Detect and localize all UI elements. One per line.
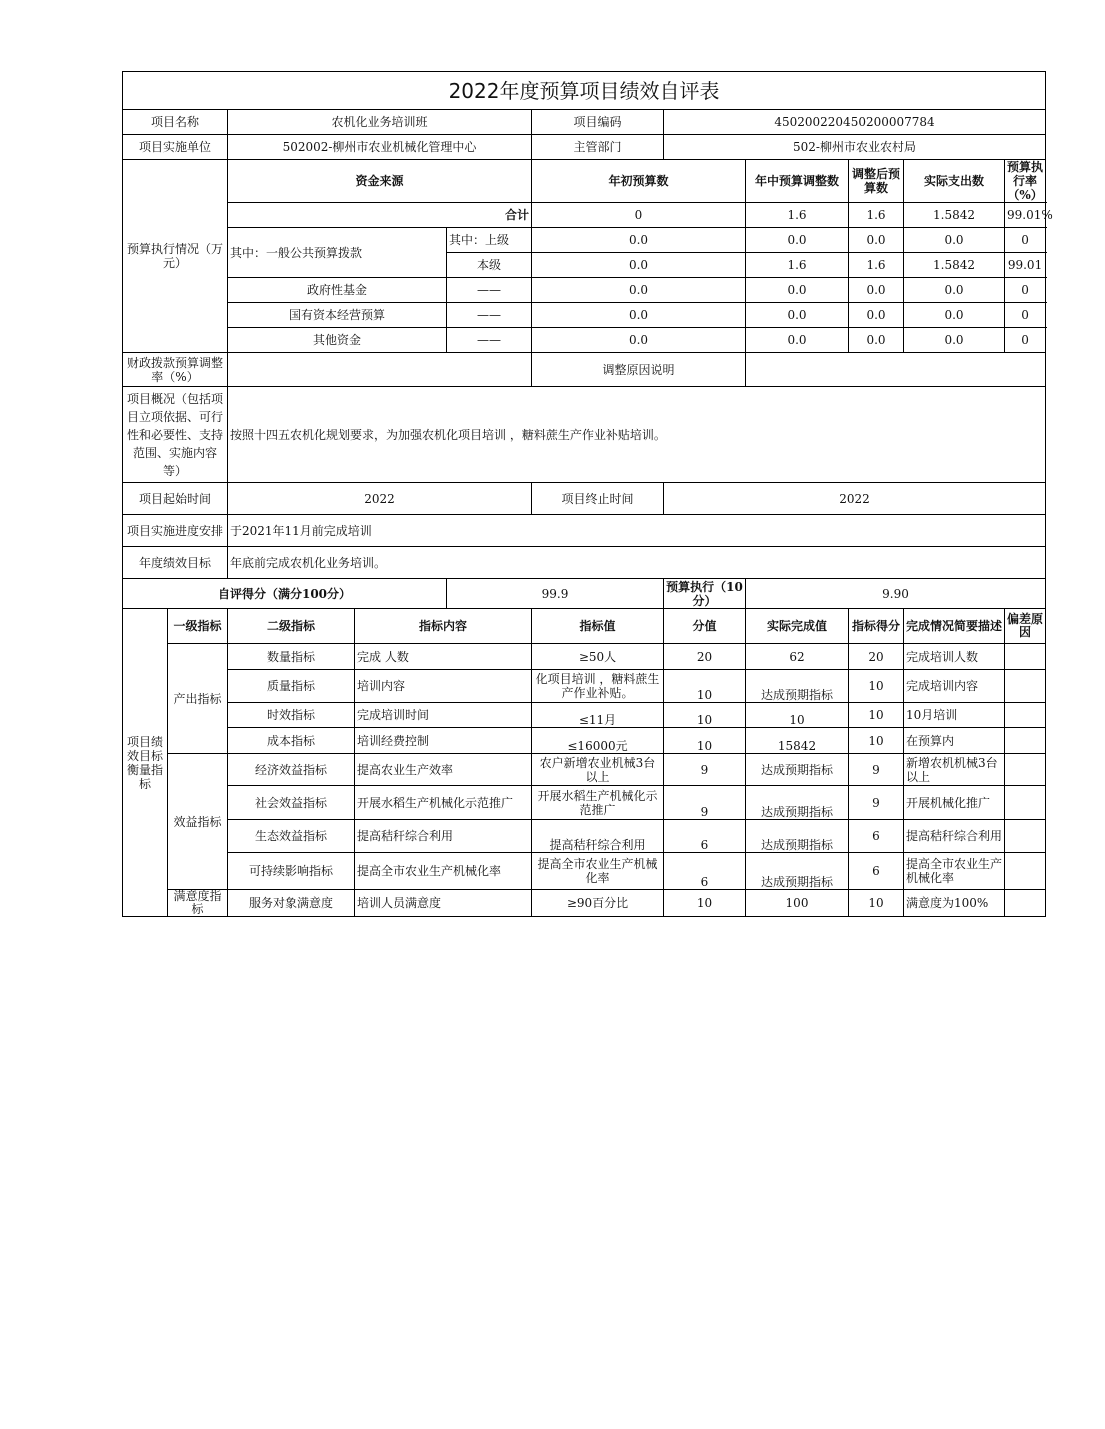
upper-mid: 0.0 <box>746 228 849 253</box>
indicator-target: ≥90百分比 <box>532 890 664 917</box>
indicator-score: 10 <box>849 890 904 917</box>
indicator-actual: 10 <box>746 703 849 728</box>
indicator-actual: 62 <box>746 644 849 670</box>
indicator-level2: 时效指标 <box>228 703 355 728</box>
ind-header-level2: 二级指标 <box>228 609 355 644</box>
header-initial: 年初预算数 <box>532 160 746 203</box>
indicator-desc: 提高秸秆综合利用 <box>904 820 1005 853</box>
ind-header-points: 分值 <box>664 609 746 644</box>
indicator-target: ≥50人 <box>532 644 664 670</box>
indicator-deviation <box>1005 670 1046 703</box>
state-capital-actual: 0.0 <box>904 303 1005 328</box>
gov-fund-label: 政府性基金 <box>228 278 447 303</box>
state-capital-mid: 0.0 <box>746 303 849 328</box>
other-funds-actual: 0.0 <box>904 328 1005 353</box>
state-capital-label: 国有资本经营预算 <box>228 303 447 328</box>
indicator-deviation <box>1005 890 1046 917</box>
page-title: 2022年度预算项目绩效自评表 <box>123 72 1046 110</box>
indicator-content: 提高秸秆综合利用 <box>355 820 532 853</box>
general-budget-label: 其中：一般公共预算拨款 <box>228 228 447 278</box>
gov-fund-rate: 0 <box>1005 278 1046 303</box>
indicator-deviation <box>1005 703 1046 728</box>
indicator-points: 10 <box>664 728 746 754</box>
indicator-actual: 达成预期指标 <box>746 754 849 786</box>
total-rate: 99.01% <box>1005 203 1046 228</box>
indicator-score: 10 <box>849 670 904 703</box>
self-score-value: 99.9 <box>447 579 664 609</box>
indicator-content: 开展水稻生产机械化示范推广 <box>355 786 532 820</box>
gov-fund-mid: 0.0 <box>746 278 849 303</box>
indicator-deviation <box>1005 644 1046 670</box>
indicator-deviation <box>1005 853 1046 890</box>
indicator-actual: 达成预期指标 <box>746 820 849 853</box>
indicator-content: 提高农业生产效率 <box>355 754 532 786</box>
budget-section-label: 预算执行情况（万元） <box>123 160 228 353</box>
indicator-actual: 达成预期指标 <box>746 786 849 820</box>
project-code-label: 项目编码 <box>532 110 664 135</box>
indicator-points: 6 <box>664 820 746 853</box>
indicator-score: 6 <box>849 853 904 890</box>
output-indicator-label: 产出指标 <box>168 644 228 754</box>
start-time-value: 2022 <box>228 483 532 515</box>
other-funds-label: 其他资金 <box>228 328 447 353</box>
indicator-desc: 开展机械化推广 <box>904 786 1005 820</box>
indicator-actual: 达成预期指标 <box>746 670 849 703</box>
other-funds-initial: 0.0 <box>532 328 746 353</box>
dept-value: 502-柳州市农业农村局 <box>664 135 1046 160</box>
indicator-desc: 完成培训人数 <box>904 644 1005 670</box>
indicator-content: 完成培训时间 <box>355 703 532 728</box>
indicator-level2: 社会效益指标 <box>228 786 355 820</box>
indicator-desc: 提高全市农业生产机械化率 <box>904 853 1005 890</box>
total-adjusted: 1.6 <box>849 203 904 228</box>
impl-unit-label: 项目实施单位 <box>123 135 228 160</box>
total-initial: 0 <box>532 203 746 228</box>
indicator-target: ≤11月 <box>532 703 664 728</box>
indicator-level2: 质量指标 <box>228 670 355 703</box>
other-funds-adjusted: 0.0 <box>849 328 904 353</box>
indicator-section-label: 项目绩效目标衡量指标 <box>123 609 168 917</box>
state-capital-rate: 0 <box>1005 303 1046 328</box>
indicator-deviation <box>1005 820 1046 853</box>
indicator-points: 9 <box>664 754 746 786</box>
indicator-points: 9 <box>664 786 746 820</box>
start-time-label: 项目起始时间 <box>123 483 228 515</box>
indicator-score: 6 <box>849 820 904 853</box>
ind-header-score: 指标得分 <box>849 609 904 644</box>
gov-fund-initial: 0.0 <box>532 278 746 303</box>
upper-adjusted: 0.0 <box>849 228 904 253</box>
header-source: 资金来源 <box>228 160 532 203</box>
end-time-value: 2022 <box>664 483 1046 515</box>
header-actual: 实际支出数 <box>904 160 1005 203</box>
adjust-reason-value <box>746 353 1046 387</box>
other-funds-mid: 0.0 <box>746 328 849 353</box>
overview-label: 项目概况（包括项目立项依据、可行性和必要性、支持范围、实施内容等） <box>123 387 228 483</box>
indicator-content: 提高全市农业生产机械化率 <box>355 853 532 890</box>
indicator-actual: 100 <box>746 890 849 917</box>
local-rate: 99.01 <box>1005 253 1046 278</box>
other-funds-dash: —— <box>447 328 532 353</box>
indicator-target: 提高秸秆综合利用 <box>532 820 664 853</box>
annual-goal-label: 年度绩效目标 <box>123 547 228 579</box>
progress-text: 于2021年11月前完成培训 <box>228 515 1046 547</box>
total-mid: 1.6 <box>746 203 849 228</box>
budget-exec-score-value: 9.90 <box>746 579 1046 609</box>
header-mid-adjust: 年中预算调整数 <box>746 160 849 203</box>
header-adjusted: 调整后预算数 <box>849 160 904 203</box>
indicator-desc: 新增农机机械3台以上 <box>904 754 1005 786</box>
total-label: 合计 <box>228 203 532 228</box>
indicator-level2: 可持续影响指标 <box>228 853 355 890</box>
upper-actual: 0.0 <box>904 228 1005 253</box>
state-capital-dash: —— <box>447 303 532 328</box>
indicator-level2: 数量指标 <box>228 644 355 670</box>
annual-goal-text: 年底前完成农机化业务培训。 <box>228 547 1046 579</box>
indicator-content: 培训内容 <box>355 670 532 703</box>
gov-fund-dash: —— <box>447 278 532 303</box>
indicator-target: 农户新增农业机械3台以上 <box>532 754 664 786</box>
upper-label: 其中：上级 <box>447 228 532 253</box>
indicator-level2: 成本指标 <box>228 728 355 754</box>
state-capital-initial: 0.0 <box>532 303 746 328</box>
state-capital-adjusted: 0.0 <box>849 303 904 328</box>
indicator-score: 20 <box>849 644 904 670</box>
ind-header-content: 指标内容 <box>355 609 532 644</box>
local-mid: 1.6 <box>746 253 849 278</box>
overview-text: 按照十四五农机化规划要求，为加强农机化项目培训 ，糖料蔗生产作业补贴培训。 <box>228 387 1046 483</box>
indicator-actual: 达成预期指标 <box>746 853 849 890</box>
indicator-points: 6 <box>664 853 746 890</box>
total-actual: 1.5842 <box>904 203 1005 228</box>
indicator-points: 20 <box>664 644 746 670</box>
ind-header-desc: 完成情况简要描述 <box>904 609 1005 644</box>
ind-header-level1: 一级指标 <box>168 609 228 644</box>
progress-label: 项目实施进度安排 <box>123 515 228 547</box>
indicator-score: 10 <box>849 728 904 754</box>
gov-fund-actual: 0.0 <box>904 278 1005 303</box>
indicator-target: 提高全市农业生产机械化率 <box>532 853 664 890</box>
indicator-content: 完成 人数 <box>355 644 532 670</box>
indicator-desc: 10月培训 <box>904 703 1005 728</box>
indicator-target: 化项目培训 ，糖料蔗生产作业补贴。 <box>532 670 664 703</box>
ind-header-actual: 实际完成值 <box>746 609 849 644</box>
indicator-target: 开展水稻生产机械化示范推广 <box>532 786 664 820</box>
indicator-target: ≤16000元 <box>532 728 664 754</box>
project-code-value: 450200220450200007784 <box>664 110 1046 135</box>
indicator-desc: 满意度为100% <box>904 890 1005 917</box>
benefit-indicator-label: 效益指标 <box>168 754 228 890</box>
adjust-rate-label: 财政拨款预算调整率（%） <box>123 353 228 387</box>
project-name-label: 项目名称 <box>123 110 228 135</box>
indicator-content: 培训人员满意度 <box>355 890 532 917</box>
other-funds-rate: 0 <box>1005 328 1046 353</box>
ind-header-target: 指标值 <box>532 609 664 644</box>
dept-label: 主管部门 <box>532 135 664 160</box>
impl-unit-value: 502002-柳州市农业机械化管理中心 <box>228 135 532 160</box>
indicator-deviation <box>1005 786 1046 820</box>
indicator-deviation <box>1005 754 1046 786</box>
budget-exec-score-label: 预算执行（10分） <box>664 579 746 609</box>
performance-evaluation-table <box>122 71 1053 917</box>
adjust-rate-value <box>228 353 532 387</box>
indicator-actual: 15842 <box>746 728 849 754</box>
indicator-score: 9 <box>849 786 904 820</box>
indicator-deviation <box>1005 728 1046 754</box>
indicator-desc: 在预算内 <box>904 728 1005 754</box>
indicator-points: 10 <box>664 703 746 728</box>
satisfaction-indicator-label: 满意度指标 <box>168 890 228 917</box>
indicator-score: 10 <box>849 703 904 728</box>
self-score-label: 自评得分（满分100分） <box>123 579 447 609</box>
upper-rate: 0 <box>1005 228 1046 253</box>
indicator-score: 9 <box>849 754 904 786</box>
indicator-points: 10 <box>664 890 746 917</box>
end-time-label: 项目终止时间 <box>532 483 664 515</box>
gov-fund-adjusted: 0.0 <box>849 278 904 303</box>
indicator-desc: 完成培训内容 <box>904 670 1005 703</box>
indicator-level2: 经济效益指标 <box>228 754 355 786</box>
adjust-reason-label: 调整原因说明 <box>532 353 746 387</box>
indicator-level2: 生态效益指标 <box>228 820 355 853</box>
local-initial: 0.0 <box>532 253 746 278</box>
indicator-level2: 服务对象满意度 <box>228 890 355 917</box>
ind-header-deviation: 偏差原因 <box>1005 609 1046 644</box>
local-adjusted: 1.6 <box>849 253 904 278</box>
upper-initial: 0.0 <box>532 228 746 253</box>
local-label: 本级 <box>447 253 532 278</box>
header-rate: 预算执行率（%） <box>1005 160 1046 203</box>
indicator-content: 培训经费控制 <box>355 728 532 754</box>
project-name-value: 农机化业务培训班 <box>228 110 532 135</box>
local-actual: 1.5842 <box>904 253 1005 278</box>
indicator-points: 10 <box>664 670 746 703</box>
